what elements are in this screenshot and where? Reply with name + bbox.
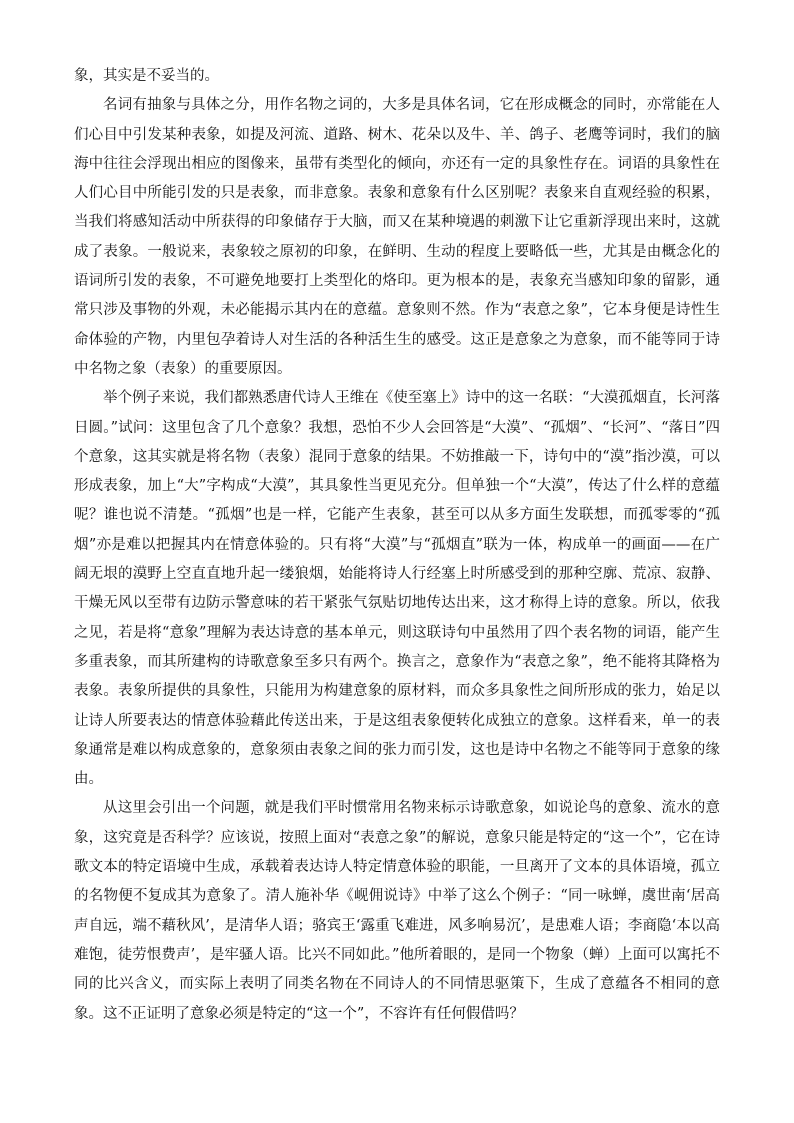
paragraph-representation-vs-image: 名词有抽象与具体之分，用作名物之词的，大多是具体名词，它在形成概念的同时，亦常能在人们心目中引发某种表象，如提及河流、道路、树木、花朵以及牛、羊、鸽子、老鹰等词时，我们的脑海中往往会浮现出相应的图像来，虽带有类型化的倾向，亦还有一定的具象性存在。词语的具象性在人们心目中所能引发的只是表象，而非意象。表象和意象有什么区别呢？表象来自直观经验的积累，当我们将感知活动中所获得的印象储存于大脑，而又在某种境遇的刺激下让它重新浮现出来时，这就成了表象。一般说来，表象较之原初的印象，在鲜明、生动的程度上要略低一些，尤其是由概念化的语词所引发的表象，不可避免地要打上类型化的烙印。更为根本的是，表象充当感知印象的留影，通常只涉及事物的外观，未必能揭示其内在的意蕴。意象则不然。作为“表意之象”，它本身便是诗性生命体验的产物，内里包孕着诗人对生活的各种活生生的感受。这正是意象之为意象，而不能等同于诗中名物之象（表象）的重要原因。 bbox=[74, 97, 720, 377]
paragraph-continuation: 象，其实是不妥当的。 bbox=[74, 68, 219, 84]
paragraph-wang-wei-example: 举个例子来说，我们都熟悉唐代诗人王维在《使至塞上》诗中的这一名联：“大漠孤烟直，长河落日圆。”试问：这里包含了几个意象？我想，恐怕不少人会回答是“大漠”、“孤烟”、“长河”、“落日”四个意象，这其实就是将名物（表象）混同于意象的结果。不妨推敲一下，诗句中的“漠”指沙漠，可以形成表象，加上“大”字构成“大漠”，其具象性当更见充分。但单独一个“大漠”，传达了什么样的意蕴呢？谁也说不清楚。“孤烟”也是一样，它能产生表象，甚至可以从多方面生发联想，而孤零零的“孤烟”亦是难以把握其内在情意体验的。只有将“大漠”与“孤烟直”联为一体，构成单一的画面——在广阔无垠的漠野上空直直地升起一缕狼烟，始能将诗人行经塞上时所感受到的那种空廓、荒凉、寂静、干燥无风以至带有边防示警意味的若干紧张气氛贴切地传达出来，这才称得上诗的意象。所以，依我之见，若是将“意象”理解为表达诗意的基本单元，则这联诗句中虽然用了四个表名物的词语，能产生多重表象，而其所建构的诗歌意象至多只有两个。换言之，意象作为“表意之象”，绝不能将其降格为表象。表象所提供的具象性，只能用为构建意象的原材料，而众多具象性之间所形成的张力，始足以让诗人所要表达的情意体验藉此传送出来，于是这组表象便转化成独立的意象。这样看来，单一的表象通常是难以构成意象的，意象须由表象之间的张力而引发，这也是诗中名物之不能等同于意象的缘由。 bbox=[74, 390, 720, 788]
paragraph-cicada-example: 从这里会引出一个问题，就是我们平时惯常用名物来标示诗歌意象，如说论鸟的意象、流水的意象，这究竟是否科学？应该说，按照上面对“表意之象”的解说，意象只能是特定的“这一个”，它在诗歌文本的特定语境中生成，承载着表达诗人特定情意体验的职能，一旦离开了文本的具体语境，孤立的名物便不复成其为意象了。清人施补华《岘佣说诗》中举了这么个例子：“同一咏蝉，虞世南‘居高声自远，端不藉秋风’，是清华人语；骆宾王‘露重飞难进，风多响易沉’，是患难人语；李商隐‘本以高难饱，徒劳恨费声’，是牢骚人语。比兴不同如此。”他所着眼的，是同一个物象（蝉）上面可以寓托不同的比兴含义，而实际上表明了同类名物在不同诗人的不同情思驱策下，生成了意蕴各不相同的意象。这不正证明了意象必须是特定的“这一个”，不容许有任何假借吗？ bbox=[74, 800, 720, 1022]
document-page bbox=[74, 62, 720, 1029]
